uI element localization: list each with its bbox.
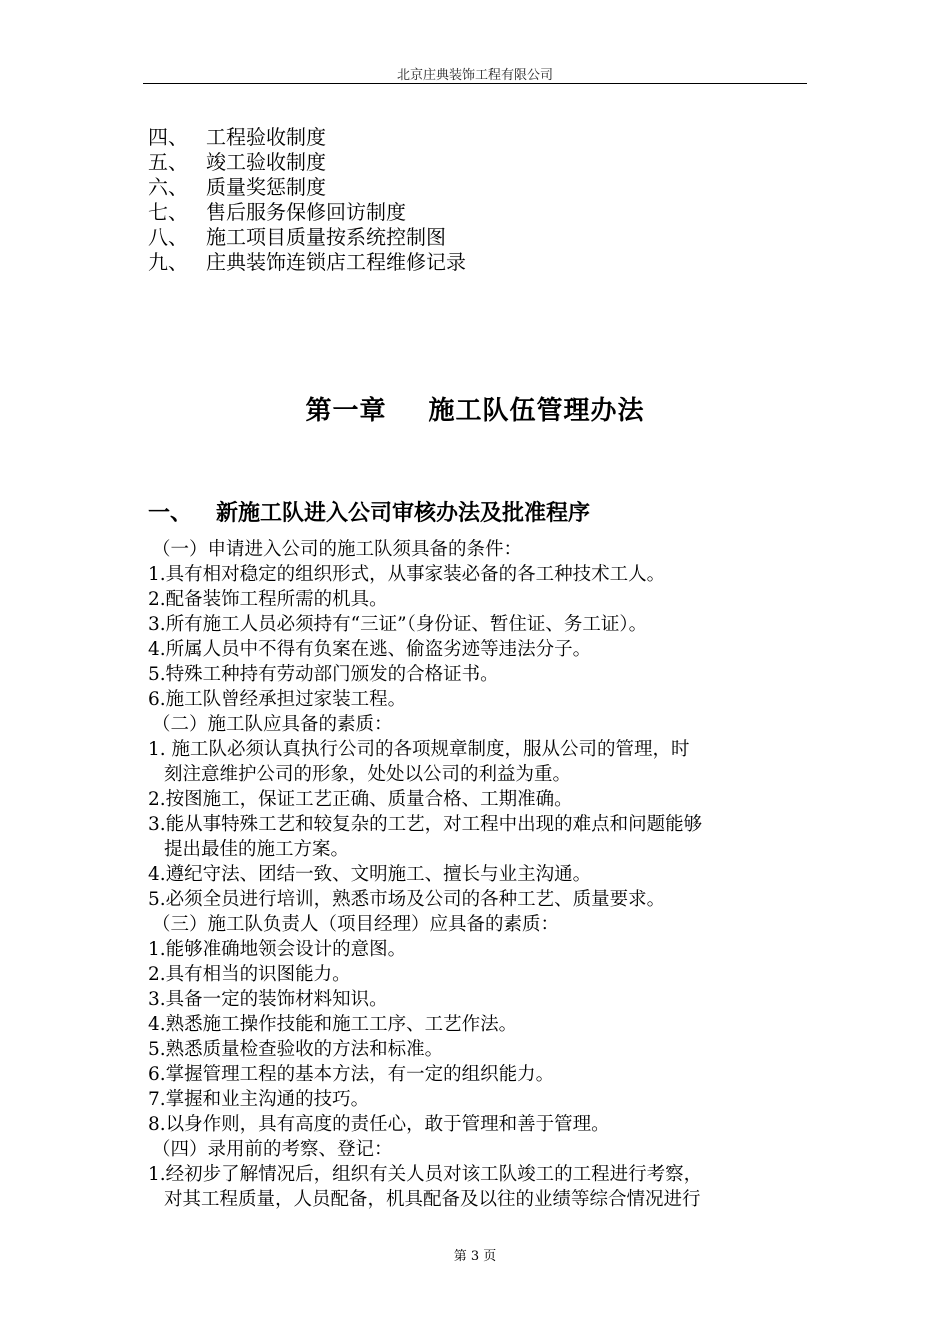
subsection-heading: （一）申请进入公司的施工队须具备的条件： (152, 539, 523, 560)
list-item: 6.掌握管理工程的基本方法，有一定的组织能力。 (148, 1064, 555, 1085)
toc-item (148, 200, 466, 225)
list-item: 4.遵纪守法、团结一致、文明施工、擅长与业主沟通。 (148, 864, 592, 885)
toc-item-text: 竣工验收制度 (206, 150, 326, 174)
list-item: 8.以身作则，具有高度的责任心，敢于管理和善于管理。 (148, 1114, 610, 1135)
list-item: 2.配备装饰工程所需的机具。 (148, 589, 388, 610)
list-item: 3.具备一定的装饰材料知识。 (148, 989, 388, 1010)
list-item: 4.熟悉施工操作技能和施工工序、工艺作法。 (148, 1014, 518, 1035)
list-item: 1. 施工队必须认真执行公司的各项规章制度，服从公司的管理，时 (148, 739, 690, 760)
list-item-continuation: 对其工程质量，人员配备，机具配备及以往的业绩等综合情况进行 (164, 1189, 701, 1210)
list-item-continuation: 刻注意维护公司的形象，处处以公司的利益为重。 (164, 764, 572, 785)
toc-item-text: 质量奖惩制度 (206, 175, 326, 199)
toc-item-number: 七、 (148, 200, 188, 224)
list-item: 1.经初步了解情况后，组织有关人员对该工队竣工的工程进行考察， (148, 1164, 703, 1185)
toc-item-number: 六、 (148, 175, 188, 199)
subsection-heading: （三）施工队负责人（项目经理）应具备的素质： (152, 914, 560, 935)
toc-item (148, 150, 466, 175)
list-item: 7.掌握和业主沟通的技巧。 (148, 1089, 370, 1110)
list-item: 2.具有相当的识图能力。 (148, 964, 351, 985)
toc-item-text: 庄典装饰连锁店工程维修记录 (206, 250, 466, 274)
list-item: 5.熟悉质量检查验收的方法和标准。 (148, 1039, 444, 1060)
toc-item-text: 工程验收制度 (206, 125, 326, 149)
section-number: 一、 (148, 501, 193, 526)
toc-item (148, 125, 466, 150)
list-item: 2.按图施工，保证工艺正确、质量合格、工期准确。 (148, 789, 573, 810)
chapter-label: 第一章 (305, 396, 387, 426)
subsection-heading: （四）录用前的考察、登记： (152, 1139, 393, 1160)
page-footer: 第 3 页 (453, 1249, 497, 1264)
list-item: 3.能从事特殊工艺和较复杂的工艺，对工程中出现的难点和问题能够 (148, 814, 703, 835)
toc-item-text: 施工项目质量按系统控制图 (206, 225, 446, 249)
toc-item (148, 175, 466, 200)
list-item: 1.具有相对稳定的组织形式，从事家装必备的各工种技术工人。 (148, 564, 666, 585)
toc-list (148, 125, 466, 275)
header-rule (143, 83, 807, 84)
list-item: 1.能够准确地领会设计的意图。 (148, 939, 407, 960)
page-header: 北京庄典装饰工程有限公司 (396, 68, 553, 83)
toc-item-number: 四、 (148, 125, 188, 149)
toc-item-number: 八、 (148, 225, 188, 249)
toc-item (148, 250, 466, 275)
subsection-heading: （二）施工队应具备的素质： (152, 714, 393, 735)
list-item: 5.特殊工种持有劳动部门颁发的合格证书。 (148, 664, 499, 685)
list-item: 4.所属人员中不得有负案在逃、偷盗劣迹等违法分子。 (148, 639, 592, 660)
toc-item-text: 售后服务保修回访制度 (206, 200, 406, 224)
list-item: 5.必须全员进行培训，熟悉市场及公司的各种工艺、质量要求。 (148, 889, 666, 910)
toc-item-number: 九、 (148, 250, 188, 274)
section-title: 新施工队进入公司审核办法及批准程序 (216, 501, 591, 526)
toc-item-number: 五、 (148, 150, 188, 174)
chapter-title: 施工队伍管理办法 (428, 396, 645, 426)
toc-item (148, 225, 466, 250)
chapter-heading (0, 390, 950, 427)
body-text (148, 537, 828, 1212)
section-heading (148, 496, 590, 527)
list-item: 3.所有施工人员必须持有“三证”（身份证、暂住证、务工证）。 (148, 614, 648, 635)
list-item-continuation: 提出最佳的施工方案。 (164, 839, 350, 860)
list-item: 6.施工队曾经承担过家装工程。 (148, 689, 407, 710)
